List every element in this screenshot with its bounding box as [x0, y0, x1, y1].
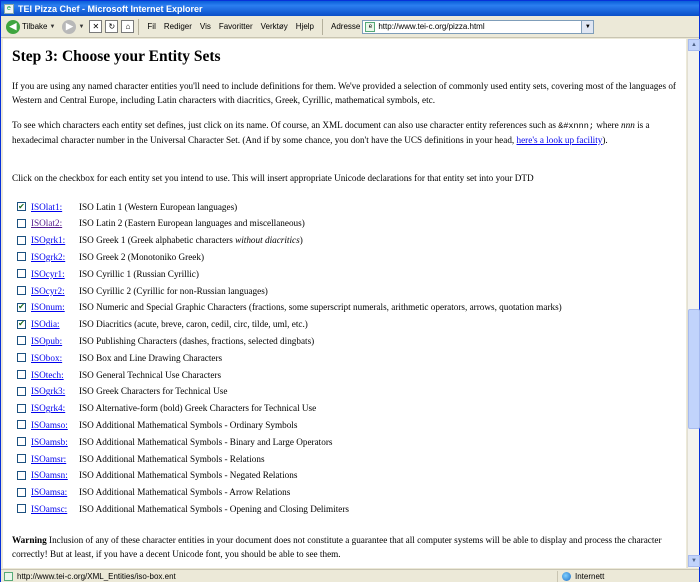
entity-set-row [17, 300, 562, 315]
entity-set-link[interactable]: ISOdia: [31, 319, 60, 330]
entity-set-row [17, 451, 265, 466]
description-text: ISO Cyrillic 1 (Russian Cyrillic) [79, 268, 199, 279]
description-emphasis: without diacritics [235, 235, 300, 246]
usage-text-4: ). [602, 134, 608, 145]
entity-set-link[interactable]: ISObox: [31, 352, 63, 363]
page-title: Step 3: Choose your Entity Sets [12, 48, 221, 65]
menu-file[interactable]: Fil [147, 22, 156, 31]
back-arrow-icon: ◀ [6, 20, 20, 34]
address-input[interactable] [362, 20, 582, 34]
description-text: ISO Greek Characters for Technical Use [79, 386, 228, 397]
entity-set-description [79, 504, 349, 514]
description-text: ISO Box and Line Drawing Characters [79, 352, 223, 363]
forward-arrow-icon: ▶ [62, 20, 76, 34]
entity-set-row [17, 333, 314, 348]
title-bar[interactable] [1, 1, 699, 16]
entity-set-row [17, 367, 221, 382]
description-text: ISO Diacritics (acute, breve, caron, cedil, circ, tilde, uml, etc.) [79, 319, 308, 330]
entity-set-description [79, 252, 204, 262]
entity-set-checkbox[interactable] [17, 353, 26, 362]
entity-set-checkbox[interactable] [17, 370, 26, 379]
entity-set-row [17, 401, 316, 416]
entity-set-description [79, 319, 308, 329]
window-title: TEI Pizza Chef - Microsoft Internet Explorer [18, 3, 203, 14]
entity-set-link[interactable]: ISOcyr2: [31, 285, 65, 296]
scroll-down-icon[interactable]: ▼ [688, 555, 700, 567]
entity-set-link[interactable]: ISOgrk3: [31, 386, 66, 397]
status-bar [1, 569, 699, 582]
description-text: ISO Greek 2 (Monotoniko Greek) [79, 251, 205, 262]
page-status-icon [4, 572, 13, 581]
menu-favorites[interactable]: Favoritter [218, 22, 253, 31]
entity-set-link[interactable]: ISOpub: [31, 335, 63, 346]
back-button[interactable] [4, 18, 57, 36]
address-dropdown-icon[interactable]: ▼ [582, 20, 594, 34]
menu-edit[interactable]: Rediger [163, 22, 192, 31]
usage-text-1: To see which characters each entity set defines, just click on its name. Of course, an XML document can also use character entity references such as [12, 120, 559, 130]
description-text: ISO Latin 1 (Western European languages) [79, 201, 238, 212]
description-text: ISO Additional Mathematical Symbols - Opening and Closing Delimiters [79, 503, 349, 514]
entity-set-checkbox[interactable] [17, 269, 26, 278]
entity-set-row [17, 249, 204, 264]
description-text: ISO Publishing Characters (dashes, fractions, selected dingbats) [79, 335, 315, 346]
address-value: http://www.tei-c.org/pizza.html [378, 22, 485, 31]
address-label: Adresse [331, 22, 361, 31]
entity-set-checkbox[interactable]: ✔ [18, 201, 25, 211]
entity-set-row [17, 317, 308, 332]
entity-set-description [79, 420, 297, 430]
entity-set-row [17, 233, 303, 248]
entity-set-checkbox[interactable] [17, 404, 26, 413]
entity-set-checkbox[interactable] [17, 252, 26, 261]
page-icon: e [365, 22, 375, 32]
description-text: ISO Cyrillic 2 (Cyrillic for non-Russian languages) [79, 285, 268, 296]
warning-label: Warning [12, 535, 47, 545]
description-text: ISO Additional Mathematical Symbols - Negated Relations [79, 470, 298, 481]
usage-paragraph [12, 119, 680, 147]
entity-set-description [79, 487, 290, 497]
menu-help[interactable]: Hjelp [295, 22, 314, 31]
globe-icon [562, 572, 571, 581]
entity-set-link[interactable]: ISOamso: [31, 419, 68, 430]
entity-set-link[interactable]: ISOgrk2: [31, 251, 66, 262]
entity-set-link[interactable]: ISOamsb: [31, 436, 68, 447]
entity-set-description [79, 437, 332, 447]
entity-set-checkbox[interactable] [17, 420, 26, 429]
entity-set-checkbox[interactable] [17, 471, 26, 480]
entity-code: &#xnnn; [558, 121, 594, 131]
entity-set-checkbox[interactable] [17, 454, 26, 463]
entity-set-row [17, 199, 237, 214]
entity-set-description [79, 218, 305, 228]
refresh-icon[interactable]: ↻ [105, 20, 118, 33]
entity-set-description [79, 202, 237, 212]
toolbar-separator [322, 19, 323, 35]
description-text: ISO Numeric and Special Graphic Characters (fractions, some superscript numerals, arithmetic operators, arrows, quotation marks) [79, 302, 562, 313]
entity-set-link[interactable]: ISOnum: [31, 302, 65, 313]
nnn-emphasis: nnn [621, 120, 635, 130]
entity-set-link[interactable]: ISOamsr: [31, 453, 67, 464]
entity-set-row [17, 384, 227, 399]
usage-text-3: is a hexadecimal character number in the Universal Character Set. (And if by some chance, you don't have the UCS definitions in your head, [12, 120, 650, 145]
entity-set-row [17, 350, 222, 365]
entity-set-row [17, 417, 297, 432]
entity-set-link[interactable]: ISOgrk1: [31, 235, 66, 246]
back-label: Tilbake [22, 22, 48, 31]
entity-set-description [79, 336, 314, 346]
toolbar [1, 16, 699, 38]
entity-set-description [79, 286, 268, 296]
entity-set-row [17, 216, 305, 231]
entity-set-row [17, 434, 332, 449]
lookup-link[interactable]: here's a look up facility [516, 134, 603, 145]
scroll-thumb[interactable] [688, 309, 700, 429]
entity-set-checkbox[interactable]: ✔ [18, 319, 25, 329]
menu-tools[interactable]: Verktøy [260, 22, 288, 31]
menu-view[interactable]: Vis [199, 22, 211, 31]
entity-set-description [79, 235, 303, 245]
description-text: ISO Alternative-form (bold) Greek Characters for Technical Use [79, 403, 317, 414]
entity-set-link[interactable]: ISOamsn: [31, 470, 68, 481]
description-text: ISO Latin 2 (Eastern European languages and miscellaneous) [79, 218, 305, 229]
entity-set-description [79, 403, 316, 413]
entity-set-checkbox[interactable] [17, 488, 26, 497]
description-text: ISO Additional Mathematical Symbols - Arrow Relations [79, 487, 291, 498]
entity-set-checkbox[interactable] [17, 437, 26, 446]
intro-paragraph: If you are using any named character entities you'll need to include definitions for them. We've provided a selection of commonly used entity sets, covering most of the languages of Western and Central Europe, including Latin characters with diacritics, Greek, Cyrillic, mathematical symbols, etc. [12, 81, 676, 105]
ie-logo-icon: e [4, 4, 14, 14]
entity-set-checkbox[interactable] [17, 387, 26, 396]
entity-set-description [79, 302, 562, 312]
vertical-scrollbar[interactable] [687, 39, 699, 568]
back-dropdown-icon: ▼ [49, 23, 56, 30]
entity-set-row [17, 266, 199, 281]
entity-set-checkbox[interactable] [17, 219, 26, 228]
security-zone [557, 571, 699, 582]
description-end: ) [299, 235, 303, 246]
description-text: ISO General Technical Use Characters [79, 369, 222, 380]
description-text: ISO Additional Mathematical Symbols - Ordinary Symbols [79, 419, 298, 430]
entity-set-checkbox[interactable] [17, 236, 26, 245]
entity-set-checkbox[interactable] [17, 286, 26, 295]
entity-set-description [79, 353, 222, 363]
entity-set-row [17, 468, 297, 483]
usage-text-2: where [593, 120, 621, 130]
entity-set-description [79, 386, 227, 396]
entity-set-checkbox[interactable]: ✔ [18, 302, 25, 312]
warning-text: Inclusion of any of these character entities in your document does not constitute a guarantee that all computer systems will be able to display and process the character correctly! But at least, if you have a decent Unicode font, you should be able to see them. [12, 535, 662, 559]
entity-set-row [17, 283, 268, 298]
forward-dropdown-icon: ▼ [78, 23, 85, 30]
status-url: http://www.tei-c.org/XML_Entities/iso-box.ent [17, 571, 176, 581]
entity-set-checkbox[interactable] [17, 336, 26, 345]
entity-set-link[interactable]: ISOlat1: [31, 201, 63, 212]
instruction-paragraph: Click on the checkbox for each entity set you intend to use. This will insert appropriate Unicode declarations for that entity set into your DTD [12, 173, 534, 183]
zone-label: Internett [575, 571, 605, 581]
entity-set-row [17, 485, 290, 500]
entity-set-link[interactable]: ISOgrk4: [31, 403, 66, 414]
entity-set-link[interactable]: ISOamsa: [31, 487, 68, 498]
scroll-up-icon[interactable]: ▲ [688, 39, 700, 51]
entity-set-description [79, 470, 297, 480]
description-text: ISO Additional Mathematical Symbols - Binary and Large Operators [79, 436, 333, 447]
stop-icon[interactable]: ✕ [89, 20, 102, 33]
toolbar-separator [138, 19, 139, 35]
entity-set-checkbox[interactable] [17, 504, 26, 513]
page-content [3, 39, 686, 568]
description-text: ISO Greek 1 (Greek alphabetic characters [79, 235, 236, 246]
entity-set-description [79, 370, 221, 380]
warning-paragraph [12, 534, 680, 561]
entity-set-link[interactable]: ISOamsc: [31, 503, 68, 514]
entity-set-row [17, 501, 349, 516]
forward-button[interactable] [60, 18, 86, 36]
entity-set-description [79, 454, 265, 464]
entity-set-description [79, 269, 199, 279]
entity-set-link[interactable]: ISOtech: [31, 369, 64, 380]
entity-set-link[interactable]: ISOlat2: [31, 218, 63, 229]
entity-set-link[interactable]: ISOcyr1: [31, 268, 65, 279]
description-text: ISO Additional Mathematical Symbols - Relations [79, 453, 265, 464]
home-icon[interactable]: ⌂ [121, 20, 134, 33]
